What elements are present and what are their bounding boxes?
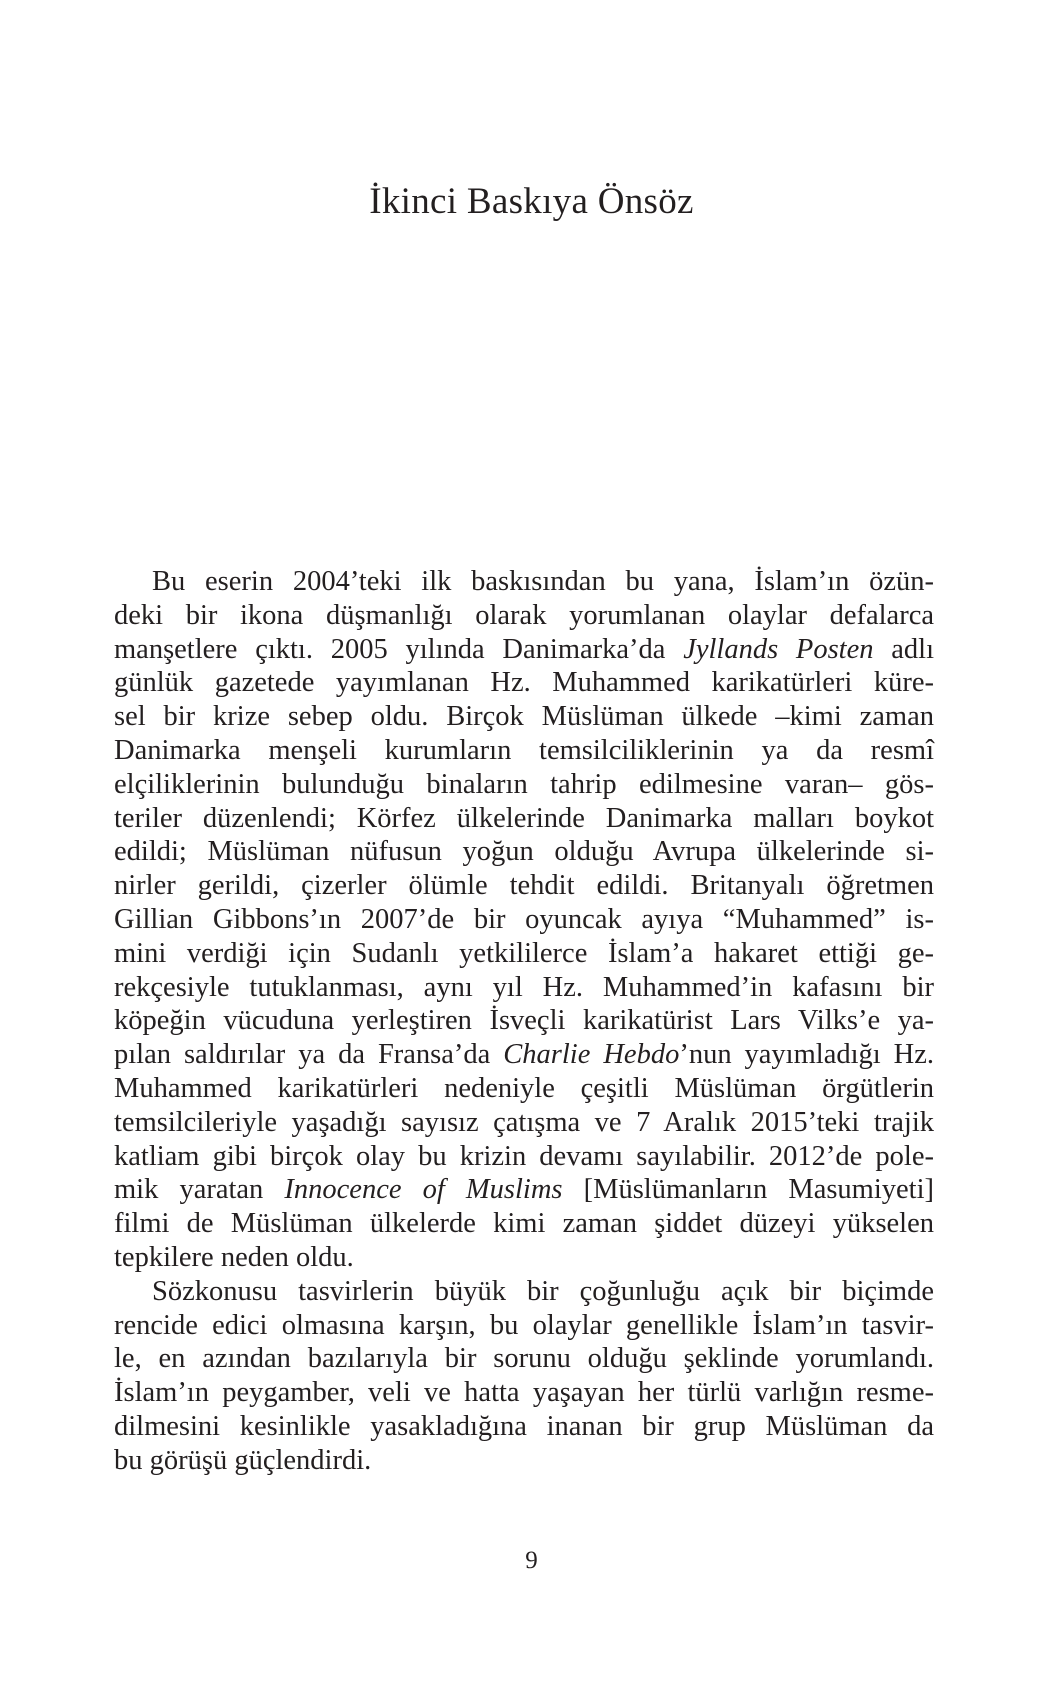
text-line: rencide edici olmasına karşın, bu olaylar genellikle İslam’ın tasvir- [114,1309,934,1341]
text-line: Danimarka menşeli kurumların temsilciliklerinin ya da resmî [114,734,934,766]
text-line: katliam gibi birçok olay bu krizin devamı sayılabilir. 2012’de pole- [114,1140,934,1172]
text-line: İslam’ın peygamber, veli ve hatta yaşayan her türlü varlığın resme- [114,1377,934,1409]
text-line: elçiliklerinin bulunduğu binaların tahrip edilmesine varan– gös- [114,768,934,800]
italic-title: Innocence of Muslims [284,1174,563,1206]
text-line: le, en azından bazılarıyla bir sorunu olduğu şeklinde yorumlandı. [114,1343,934,1375]
text-line: mini verdiği için Sudanlı yetkililerce İslam’a hakaret ettiği ge- [114,937,934,969]
text-line: dilmesini kesinlikle yasakladığına inanan bir grup Müslüman da [114,1410,934,1442]
italic-title: Charlie Hebdo [503,1039,680,1071]
text-line: nirler gerildi, çizerler ölümle tehdit edildi. Britanyalı öğretmen [114,870,934,902]
text-line: tepkilere neden oldu. [114,1241,354,1273]
text-line: sel bir krize sebep oldu. Birçok Müslüman ülkede –kimi zaman [114,701,934,733]
text-line: Gillian Gibbons’ın 2007’de bir oyuncak ayıya “Muhammed” is- [114,903,934,935]
text-line: köpeğin vücuduna yerleştiren İsveçli karikatürist Lars Vilks’e ya- [114,1005,934,1037]
chapter-title: İkinci Baskıya Önsöz [369,181,694,222]
text-line: rekçesiyle tutuklanması, aynı yıl Hz. Muhammed’in kafasını bir [114,971,934,1003]
text-line: Bu eserin 2004’teki ilk baskısından bu yana, İslam’ın özün- [152,566,934,597]
text-line: günlük gazetede yayımlanan Hz. Muhammed karikatürleri küre- [114,667,934,699]
text-line: temsilcileriyle yaşadığı sayısız çatışma ve 7 Aralık 2015’teki trajik [114,1106,934,1138]
body-text [114,565,934,1478]
page-number: 9 [525,1547,538,1574]
italic-title: Jyllands Posten [683,633,874,665]
text-line: Sözkonusu tasvirlerin büyük bir çoğunluğu açık bir biçimde [152,1275,934,1307]
text-line: pılan saldırılar ya da Fransa’da Charlie Hebdo’nun yayımladığı Hz. [114,1039,934,1071]
text-line: filmi de Müslüman ülkelerde kimi zaman şiddet düzeyi yükselen [114,1208,934,1240]
text-line: edildi; Müslüman nüfusun yoğun olduğu Avrupa ülkelerinde si- [114,836,934,868]
text-line: mik yaratan Innocence of Muslims [Müslümanların Masumiyeti] [114,1174,934,1206]
text-line: Muhammed karikatürleri nedeniyle çeşitli Müslüman örgütlerin [114,1072,934,1104]
text-line: teriler düzenlendi; Körfez ülkelerinde Danimarka malları boykot [114,802,934,834]
text-line: bu görüşü güçlendirdi. [114,1444,372,1476]
text-line: manşetlere çıktı. 2005 yılında Danimarka’da Jyllands Posten adlı [114,633,934,665]
text-line: deki bir ikona düşmanlığı olarak yorumlanan olaylar defalarca [114,599,934,631]
